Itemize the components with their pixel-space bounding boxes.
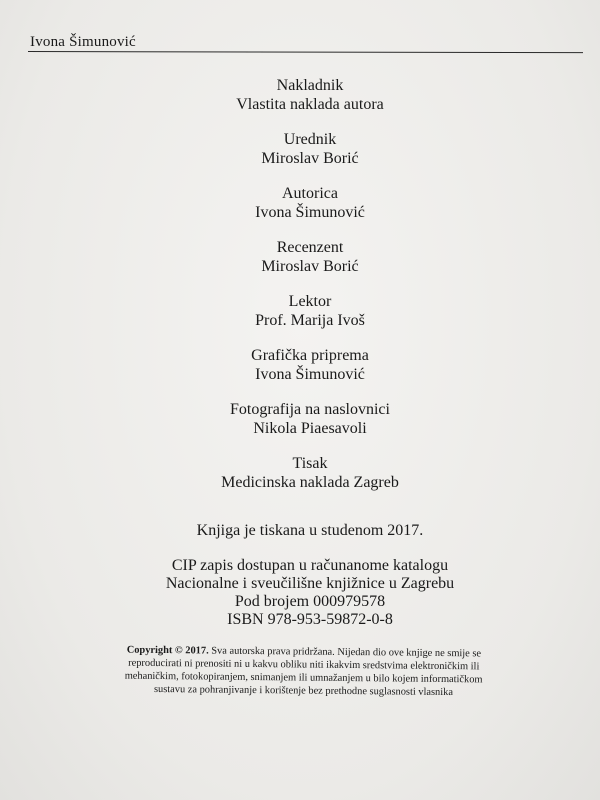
cip-line: Nacionalne i sveučilišne knjižnice u Zagrebu bbox=[165, 575, 455, 592]
credit-role: Nakladnik bbox=[276, 77, 344, 94]
copyright-line: sustavu za pohranjivanje i korištenje bez prethodne suglasnosti vlasnika bbox=[153, 683, 454, 699]
credits-list bbox=[150, 76, 470, 508]
cip-number: Pod brojem 000979578 bbox=[234, 593, 386, 610]
credit-editor bbox=[150, 130, 470, 168]
credit-name: Nikola Piaesavoli bbox=[253, 420, 367, 437]
credit-role: Urednik bbox=[283, 131, 337, 148]
copyright-notice bbox=[61, 643, 546, 700]
running-header-author: Ivona Šimunović bbox=[30, 34, 136, 50]
isbn: ISBN 978-953-59872-0-8 bbox=[227, 611, 393, 628]
credit-name: Miroslav Borić bbox=[261, 150, 359, 167]
credit-role: Recenzent bbox=[276, 239, 344, 256]
print-date-note: Knjiga je tiskana u studenom 2017. bbox=[196, 522, 424, 539]
cip-record bbox=[110, 557, 510, 629]
cip-line: CIP zapis dostupan u računanome katalogu bbox=[171, 557, 449, 574]
copyright-line: mehaničkim, fotokopiranjem, snimanjem ili umnažanjem u bilo kojem informatičkom bbox=[124, 670, 483, 686]
credit-publisher bbox=[150, 76, 470, 114]
credit-name: Prof. Marija Ivoš bbox=[255, 312, 365, 329]
credit-name: Ivona Šimunović bbox=[255, 366, 365, 383]
credit-name: Medicinska naklada Zagreb bbox=[221, 474, 399, 491]
credit-name: Vlastita naklada autora bbox=[236, 96, 384, 113]
credit-role: Grafička priprema bbox=[251, 347, 369, 364]
credit-role: Tisak bbox=[292, 455, 328, 472]
credit-role: Lektor bbox=[288, 293, 332, 310]
credit-name: Miroslav Borić bbox=[261, 258, 359, 275]
credit-name: Ivona Šimunović bbox=[255, 204, 365, 221]
header-divider bbox=[28, 51, 583, 53]
credit-author bbox=[150, 184, 470, 222]
credit-cover-photo bbox=[150, 400, 470, 438]
credit-printing bbox=[150, 454, 470, 492]
copyright-label: Copyright © 2017. bbox=[126, 644, 209, 657]
copyright-text: Sva autorska prava pridržana. Nijedan dio ove knjige ne smije se bbox=[208, 645, 482, 660]
credit-role: Fotografija na naslovnici bbox=[230, 401, 390, 418]
credit-graphic-design bbox=[150, 346, 470, 384]
copyright-line: reproducirati ni prenositi ni u kakvu obliku niti ikakvim sredstvima elektroničkim ili bbox=[128, 657, 480, 673]
credit-role: Autorica bbox=[282, 185, 338, 202]
credit-reviewer bbox=[150, 238, 470, 276]
credit-proofreader bbox=[150, 292, 470, 330]
